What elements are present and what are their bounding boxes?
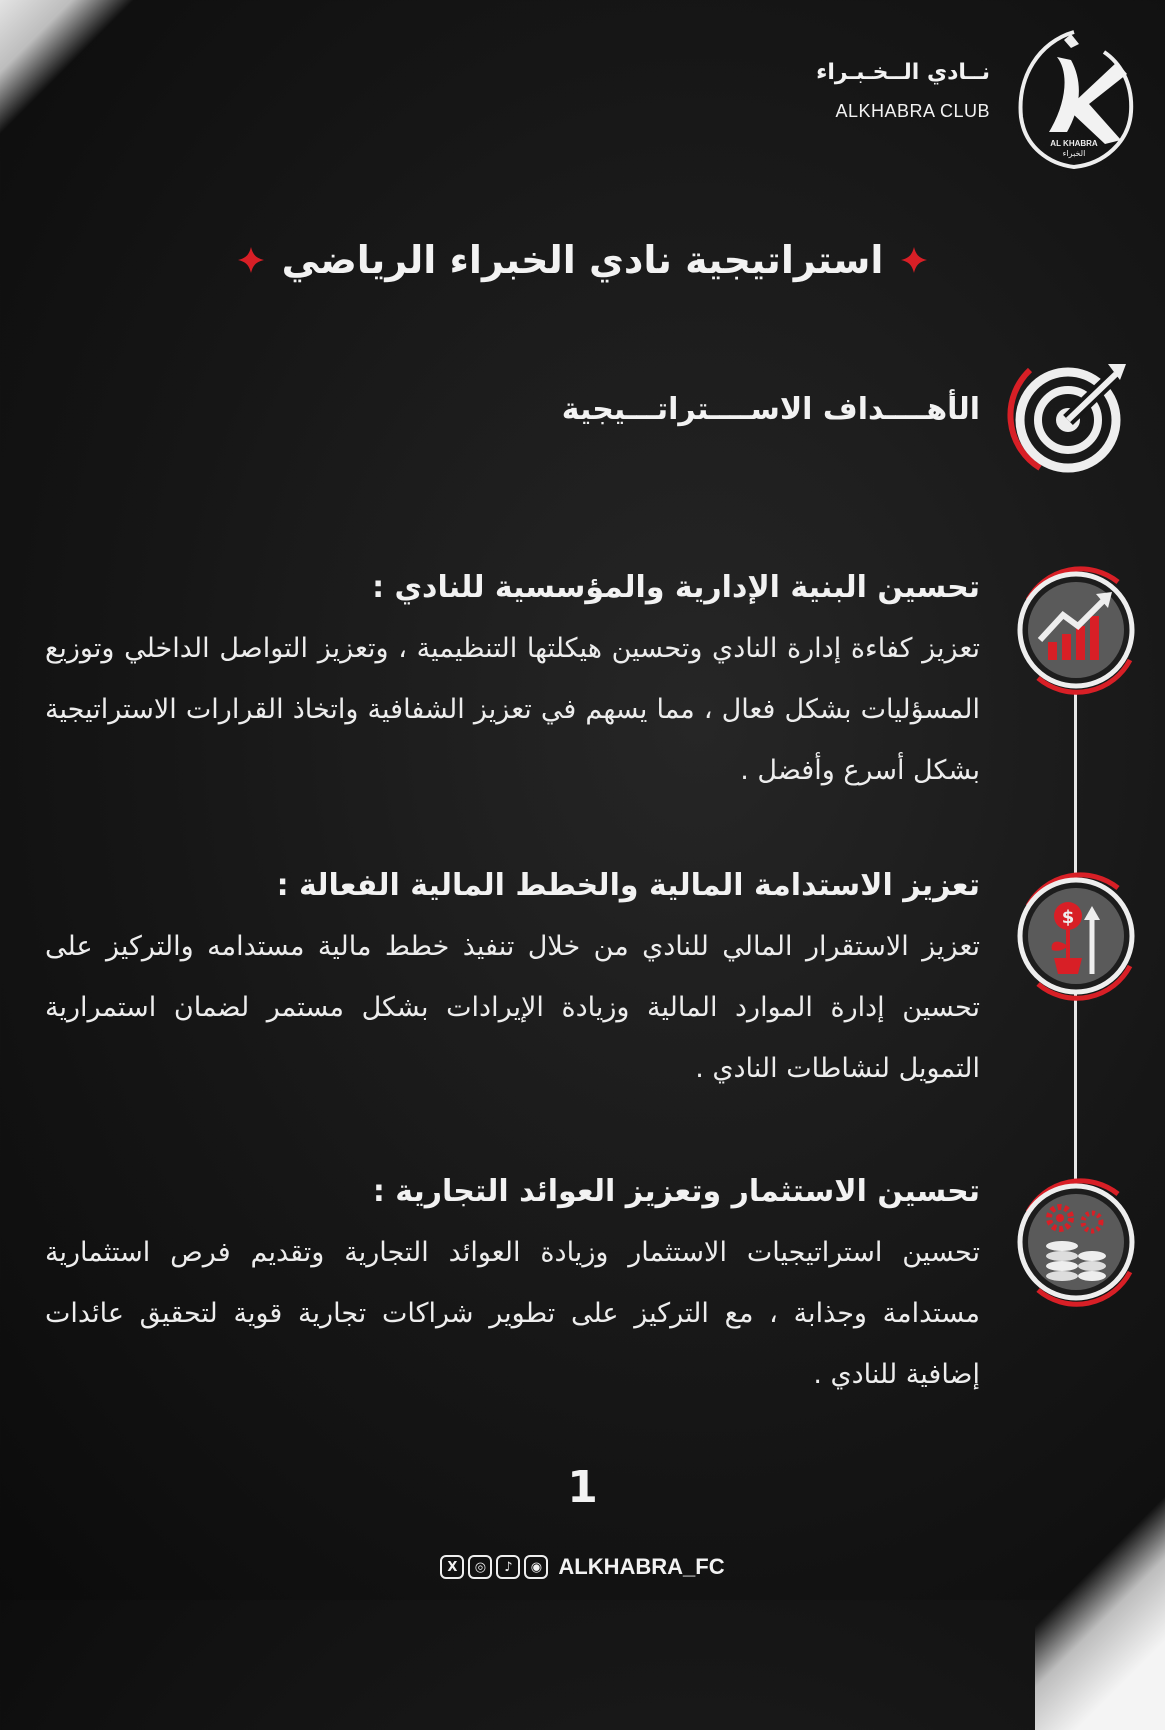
social-handle[interactable]: ALKHABRA_FC <box>558 1554 725 1579</box>
section-admin-structure <box>45 566 980 801</box>
brand-block <box>816 60 990 122</box>
instagram-icon[interactable]: ◉ <box>524 1555 548 1579</box>
growth-chart-icon <box>1008 560 1144 696</box>
svg-text:الخبراء: الخبراء <box>1062 149 1086 158</box>
goals-heading: الأهــــداف الاســــتراتـــيجية <box>561 392 980 427</box>
page-number: 1 <box>567 1462 598 1513</box>
club-logo-icon <box>1009 22 1139 172</box>
svg-text:AL KHABRA: AL KHABRA <box>1050 139 1098 148</box>
section-body: تعزيز الاستقرار المالي للنادي من خلال تنفيذ خطط مالية مستدامه والتركيز على تحسين إدارة الموارد المالية وزيادة الإيرادات بشكل مستمر لضمان استمرارية التمويل لنشاطات النادي . <box>45 931 980 1084</box>
tiktok-icon[interactable]: ♪ <box>496 1555 520 1579</box>
section-heading: تحسين البنية الإدارية والمؤسسية للنادي : <box>372 570 980 605</box>
snapchat-icon[interactable]: ◎ <box>468 1555 492 1579</box>
svg-text:$: $ <box>1061 907 1075 928</box>
brand-name-arabic: نــادي الــخـبـراء <box>816 60 990 85</box>
red-diamond-icon <box>238 247 264 273</box>
corner-decoration-top-left <box>0 0 140 140</box>
section-investment-returns <box>45 1170 980 1405</box>
brand-name-english: ALKHABRA CLUB <box>835 101 990 121</box>
x-icon[interactable]: X <box>440 1555 464 1579</box>
target-icon <box>1000 350 1136 486</box>
section-heading: تحسين الاستثمار وتعزيز العوائد التجارية : <box>372 1174 980 1209</box>
section-financial-sustainability <box>45 864 980 1099</box>
section-body: تحسين استراتيجيات الاستثمار وزيادة العوائد التجارية وتقديم فرص استثمارية مستدامة وجذابة ، مع التركيز على تطوير شراكات تجارية قوية لتحقيق عائدات إضافية للنادي . <box>45 1237 980 1390</box>
social-footer <box>0 1554 1165 1580</box>
money-growth-icon <box>1008 866 1144 1002</box>
title-row <box>0 230 1165 290</box>
red-diamond-icon <box>901 247 927 273</box>
coins-gears-icon <box>1008 1172 1144 1308</box>
section-body: تعزيز كفاءة إدارة النادي وتحسين هيكلتها التنظيمية ، وتعزيز التواصل الداخلي وتوزيع المسؤليات بشكل فعال ، مما يسهم في تعزيز الشفافية واتخاذ القرارات الاستراتيجية بشكل أسرع وأفضل . <box>45 633 980 786</box>
section-heading: تعزيز الاستدامة المالية والخطط المالية الفعالة : <box>276 868 980 903</box>
page-title: استراتيجية نادي الخبراء الرياضي <box>281 238 884 282</box>
